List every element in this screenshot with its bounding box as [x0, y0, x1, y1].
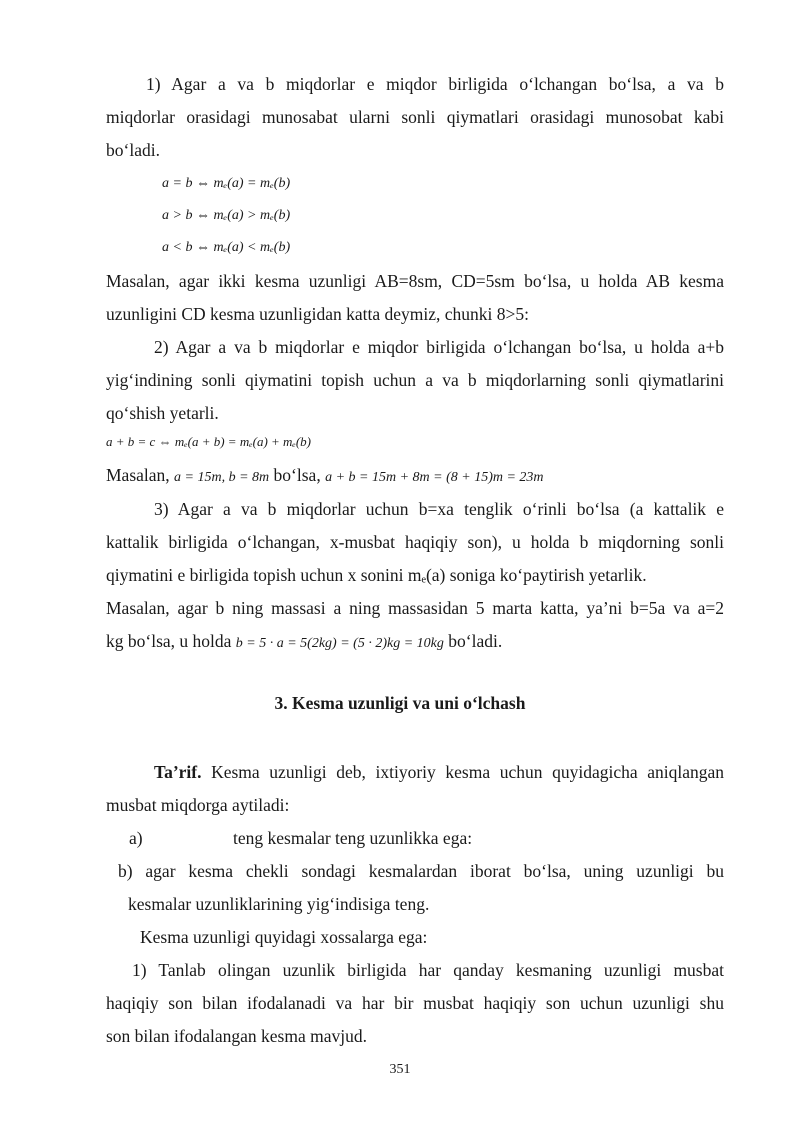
para1-line1: 1) Agar a va b miqdorlar e miqdor birligida o‘lchangan bo‘lsa, a va b — [146, 74, 724, 94]
list-item-b-line1: b) agar kesma chekli sondagi kesmalardan iborat bo‘lsa, uning uzunligi bu — [118, 861, 724, 881]
para3-line5-calculation: b = 5 · a = 5(2kg) = (5 · 2)kg = 10kg — [235, 636, 444, 651]
para3-line4: Masalan, agar b ning massasi a ning massasidan 5 marta katta, ya’ni b=5a va a=2 — [106, 598, 724, 618]
example2-calculation: a + b = 15m + 8m = (8 + 15)m = 23m — [325, 470, 544, 485]
para1-line2: miqdorlar orasidagi munosabat ularni sonli qiymatlari orasidagi munosobat kabi — [106, 107, 724, 127]
para2-line1: 2) Agar a va b miqdorlar e miqdor birligida o‘lchangan bo‘lsa, u holda a+b — [154, 337, 724, 357]
list-item-a-marker: a) — [129, 828, 143, 848]
property1-line1: 1) Tanlab olingan uzunlik birligida har qanday kesmaning uzunligi musbat — [132, 960, 724, 980]
para1-line3: bo‘ladi. — [106, 140, 160, 160]
para2-line3: qo‘shish yetarli. — [106, 403, 219, 423]
example2-values: a = 15m, b = 8m — [174, 470, 270, 485]
property1-line2: haqiqiy son bilan ifodalanadi va har bir musbat haqiqiy son uchun uzunligi shu — [106, 993, 724, 1013]
para3-line1: 3) Agar a va b miqdorlar uchun b=xa tenglik o‘rinli bo‘lsa (a kattalik e — [154, 499, 724, 519]
para3-line3: qiymatini e birligida topish uchun x sonini mₑ(a) soniga ko‘paytirish yetarlik. — [106, 565, 647, 585]
properties-intro: Kesma uzunligi quyidagi xossalarga ega: — [140, 927, 428, 947]
definition-line1 — [154, 761, 724, 783]
formula-sum: a + b = c ⇔ mₑ(a + b) = mₑ(a) + mₑ(b) — [106, 434, 311, 449]
para3-line2: kattalik birligida o‘lchangan, x-musbat haqiqiy son), u holda b miqdorning sonli — [106, 532, 724, 552]
list-item-b-line2: kesmalar uzunliklarining yig‘indisiga teng. — [128, 894, 430, 914]
section-title: 3. Kesma uzunligi va uni o‘lchash — [274, 693, 526, 713]
page-number: 351 — [389, 1062, 411, 1077]
definition-term: Ta’rif. — [154, 762, 202, 782]
example1-line2: uzunligini CD kesma uzunligidan katta deymiz, chunki 8>5: — [106, 304, 529, 324]
example2-middle: bo‘lsa, — [273, 465, 321, 485]
formula-equal: a = b ⇔ mₑ(a) = mₑ(b) — [162, 176, 291, 191]
definition-text: Kesma uzunligi deb, ixtiyoriy kesma uchun quyidagicha aniqlangan — [211, 762, 724, 782]
example2-prefix: Masalan, — [106, 465, 170, 485]
para3-line5 — [106, 630, 502, 655]
definition-line2: musbat miqdorga aytiladi: — [106, 795, 290, 815]
para3-line5-suffix: bo‘ladi. — [448, 631, 503, 651]
list-item-a-text: teng kesmalar teng uzunlikka ega: — [233, 828, 473, 848]
para2-line2: yig‘indining sonli qiymatini topish uchun a va b miqdorlarning sonli qiymatlarini — [106, 370, 724, 390]
property1-line3: son bilan ifodalangan kesma mavjud. — [106, 1026, 367, 1046]
para3-line5-prefix: kg bo‘lsa, u holda — [106, 631, 232, 651]
formula-less: a < b ⇔ mₑ(a) < mₑ(b) — [162, 240, 291, 255]
example2-line — [106, 464, 544, 489]
formula-greater: a > b ⇔ mₑ(a) > mₑ(b) — [162, 208, 291, 223]
example1-line1: Masalan, agar ikki kesma uzunligi AB=8sm, CD=5sm bo‘lsa, u holda AB kesma — [106, 271, 724, 291]
